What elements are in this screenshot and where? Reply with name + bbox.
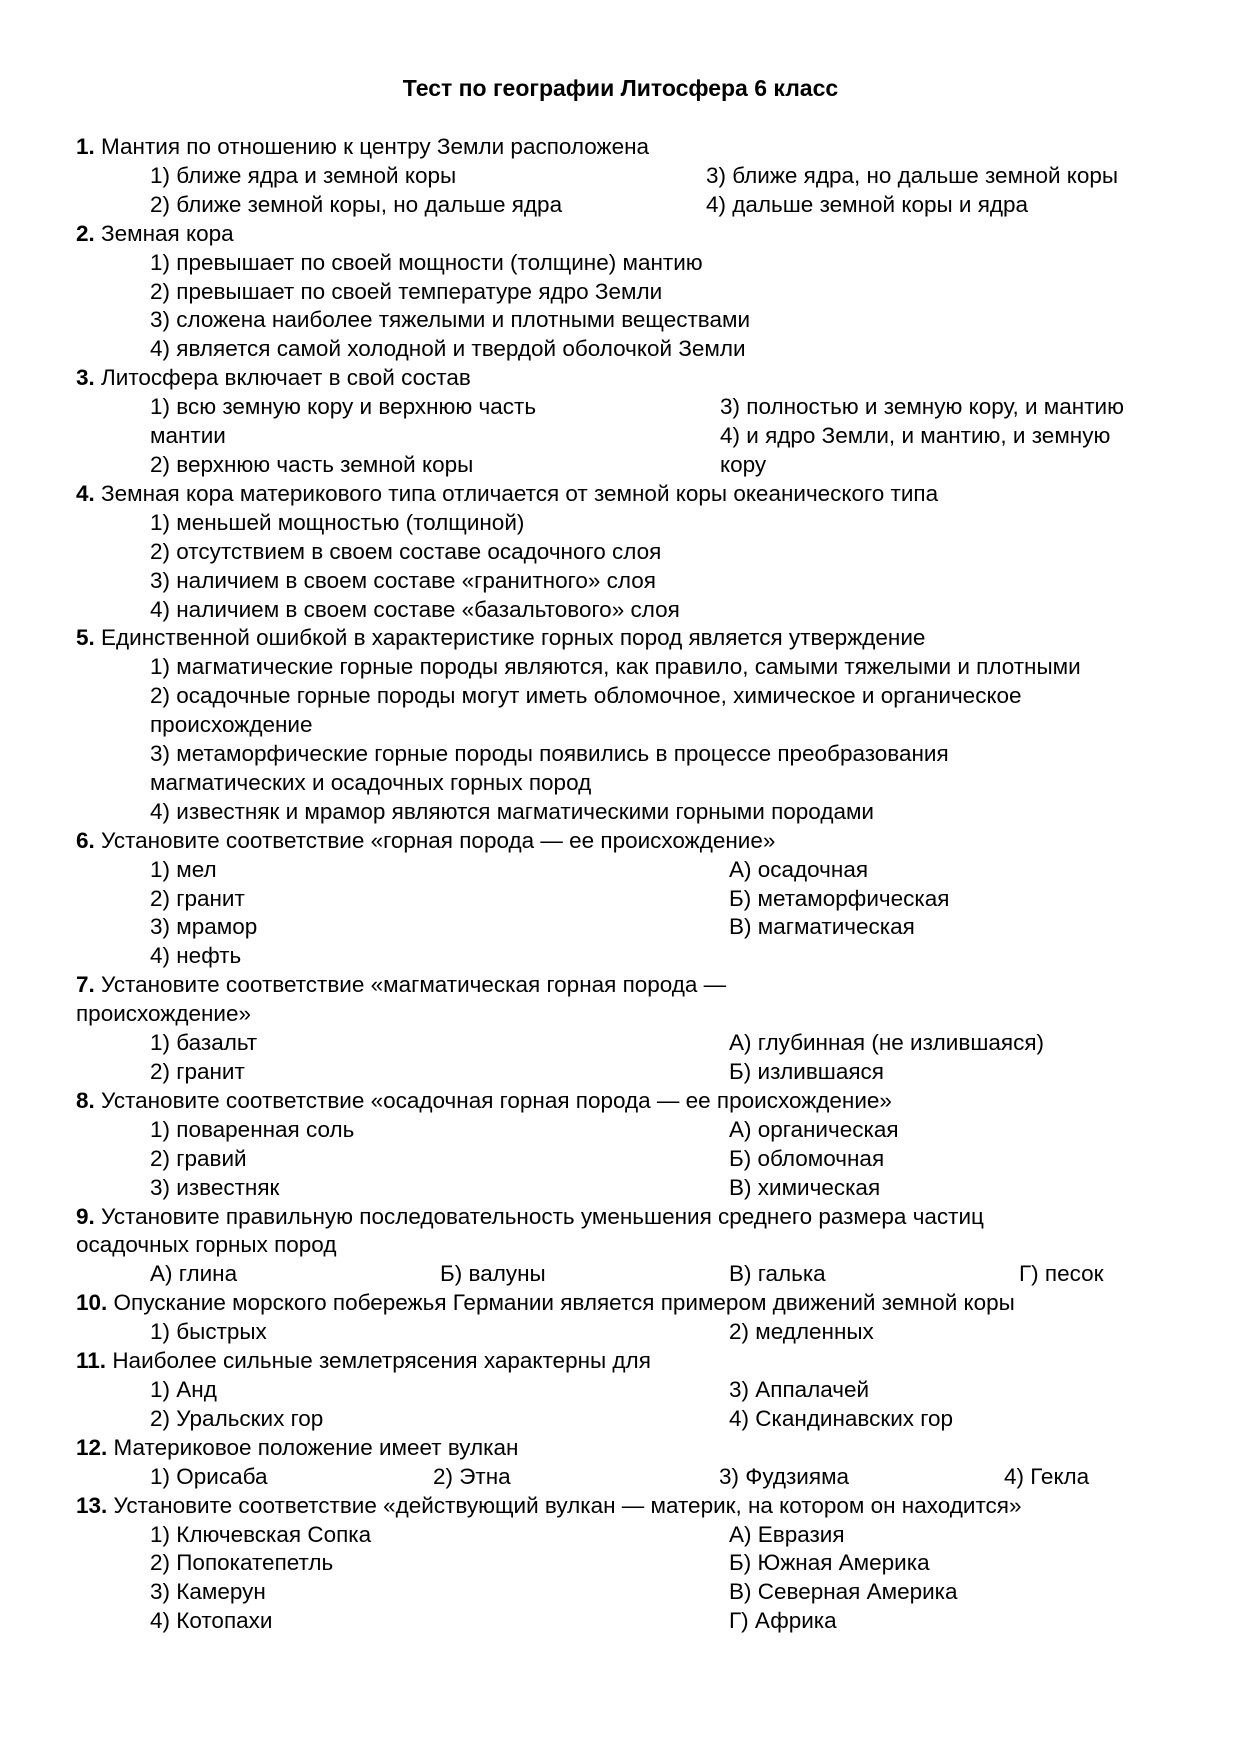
answer-option: 1) ближе ядра и земной коры: [150, 162, 457, 188]
answer-option: 4) Котопахи: [150, 1608, 273, 1634]
match-option: А) глубинная (не излившаяся): [729, 1030, 1044, 1056]
match-option: А) Евразия: [729, 1521, 845, 1547]
answer-option: 4) наличием в своем составе «базальтового» слоя: [150, 596, 680, 622]
answer-option: 1) меньшей мощностью (толщиной): [150, 509, 525, 535]
answer-option: 2) гранит: [150, 885, 245, 911]
answer-option: 1) Анд: [150, 1376, 217, 1402]
answer-option: 1) превышает по своей мощности (толщине) мантию: [150, 249, 703, 275]
question-7: [76, 971, 1176, 1087]
page-title: Тест по географии Литосфера 6 класс: [402, 75, 839, 101]
question-number: 12.: [76, 1434, 108, 1460]
question-text: Мантия по отношению к центру Земли расположена: [101, 134, 650, 159]
match-option: А) осадочная: [729, 856, 869, 882]
match-option: В) Северная Америка: [729, 1579, 958, 1605]
answer-option: 2) Уральских гор: [150, 1405, 324, 1431]
sequence-option: В) галька: [729, 1261, 826, 1287]
answer-option: 1) Орисаба: [150, 1463, 268, 1489]
answer-option: 3) ближе ядра, но дальше земной коры: [706, 162, 1119, 188]
question-text: Земная кора: [101, 220, 234, 246]
answer-option: 3) Аппалачей: [729, 1376, 870, 1402]
question-9: [76, 1203, 1176, 1290]
question-12: [76, 1434, 1176, 1492]
question-4: [76, 480, 1176, 625]
answer-option: 2) Попокатепетль: [150, 1550, 334, 1576]
question-number: 5.: [76, 625, 95, 651]
answer-option: 2) верхнюю часть земной коры: [150, 451, 474, 477]
question-text: Материковое положение имеет вулкан: [113, 1434, 519, 1460]
question-text: Земная кора материкового типа отличается от земной коры океанического типа: [101, 480, 939, 506]
answer-option: 4) Гекла: [1004, 1463, 1090, 1489]
match-option: Б) излившаяся: [729, 1059, 884, 1084]
answer-option: 3) сложена наиболее тяжелыми и плотными веществами: [150, 307, 751, 333]
answer-option: 2) ближе земной коры, но дальше ядра: [150, 191, 563, 217]
match-option: Б) Южная Америка: [729, 1550, 930, 1576]
answer-option: 3) метаморфические горные породы появились в процессе преобразования магматических и осадочных горных пород: [150, 741, 949, 795]
answer-option: 2) гранит: [150, 1059, 245, 1084]
answer-option: 4) известняк и мрамор являются магматическими горными породами: [150, 798, 874, 824]
answer-option: 4) и ядро Земли, и мантию, и земную кору: [720, 423, 1111, 477]
question-6: [76, 827, 1176, 972]
answer-option: 3) Камерун: [150, 1579, 266, 1605]
answer-option: 2) превышает по своей температуре ядро Земли: [150, 278, 663, 304]
question-text-continued: происхождение»: [76, 1001, 252, 1027]
answer-option: 2) медленных: [729, 1319, 874, 1345]
question-number: 4.: [76, 480, 95, 506]
answer-option: 2) Этна: [433, 1463, 511, 1489]
question-number: 9.: [76, 1203, 95, 1229]
answer-option: 4) Скандинавских гор: [729, 1405, 954, 1431]
answer-option: 2) гравий: [150, 1145, 247, 1171]
question-text: Наиболее сильные землетрясения характерны для: [112, 1348, 651, 1374]
match-option: Б) метаморфическая: [729, 885, 950, 911]
answer-option: 3) наличием в своем составе «гранитного» слоя: [150, 567, 656, 593]
question-13: [76, 1492, 1176, 1637]
question-number: 8.: [76, 1087, 95, 1113]
question-text-continued: осадочных горных пород: [76, 1232, 337, 1258]
question-text: Установите соответствие «горная порода — ее происхождение»: [101, 827, 776, 853]
match-option: Г) Африка: [729, 1608, 837, 1634]
answer-option: 3) Фудзияма: [719, 1463, 850, 1489]
match-option: Б) обломочная: [729, 1145, 885, 1171]
answer-option: 1) мел: [150, 856, 217, 882]
answer-option: 1) магматические горные породы являются, как правило, самыми тяжелыми и плотными: [150, 654, 1081, 680]
answer-option: 3) полностью и земную кору, и мантию: [720, 394, 1124, 420]
question-number: 13.: [76, 1492, 108, 1518]
answer-option: 1) всю земную кору и верхнюю часть мантии: [150, 394, 537, 449]
match-option: В) химическая: [729, 1174, 881, 1200]
question-number: 2.: [76, 220, 95, 246]
match-option: А) органическая: [729, 1116, 899, 1142]
answer-option: 1) быстрых: [150, 1319, 267, 1345]
question-1: [76, 133, 1176, 220]
answer-option: 1) поваренная соль: [150, 1116, 355, 1142]
question-11: [76, 1347, 1176, 1434]
sequence-option: А) глина: [150, 1261, 238, 1287]
question-number: 11.: [76, 1348, 107, 1374]
question-10: [76, 1289, 1176, 1347]
question-text: Литосфера включает в свой состав: [101, 365, 471, 391]
answer-option: 1) Ключевская Сопка: [150, 1521, 372, 1547]
question-text: Установите правильную последовательность уменьшения среднего размера частиц: [101, 1203, 984, 1229]
question-text: Установите соответствие «осадочная горная порода — ее происхождение»: [101, 1087, 892, 1113]
question-number: 3.: [76, 365, 95, 391]
question-number: 1.: [76, 134, 95, 159]
answer-option: 2) отсутствием в своем составе осадочного слоя: [150, 538, 662, 564]
answer-option: 2) осадочные горные породы могут иметь обломочное, химическое и органическое происхождение: [150, 683, 1022, 738]
question-text: Установите соответствие «магматическая горная порода —: [101, 972, 727, 998]
match-option: В) магматическая: [729, 914, 915, 940]
question-text: Единственной ошибкой в характеристике горных пород является утверждение: [101, 625, 926, 651]
answer-option: 4) дальше земной коры и ядра: [706, 191, 1029, 217]
test-content: [76, 133, 1176, 1636]
answer-option: 4) нефть: [150, 943, 242, 969]
question-text: Опускание морского побережья Германии является примером движений земной коры: [113, 1290, 1015, 1316]
question-number: 6.: [76, 827, 95, 853]
question-5: [76, 624, 1176, 826]
question-8: [76, 1087, 1176, 1203]
answer-option: 3) известняк: [150, 1174, 280, 1200]
question-2: [76, 220, 1176, 365]
answer-option: 3) мрамор: [150, 914, 258, 940]
question-3: [76, 364, 1176, 480]
sequence-option: Г) песок: [1019, 1261, 1104, 1287]
question-number: 10.: [76, 1290, 108, 1316]
answer-option: 1) базальт: [150, 1030, 258, 1056]
question-number: 7.: [76, 972, 95, 998]
answer-option: 4) является самой холодной и твердой оболочкой Земли: [150, 336, 746, 362]
sequence-option: Б) валуны: [440, 1261, 546, 1287]
question-text: Установите соответствие «действующий вулкан — материк, на котором он находится»: [113, 1492, 1022, 1518]
